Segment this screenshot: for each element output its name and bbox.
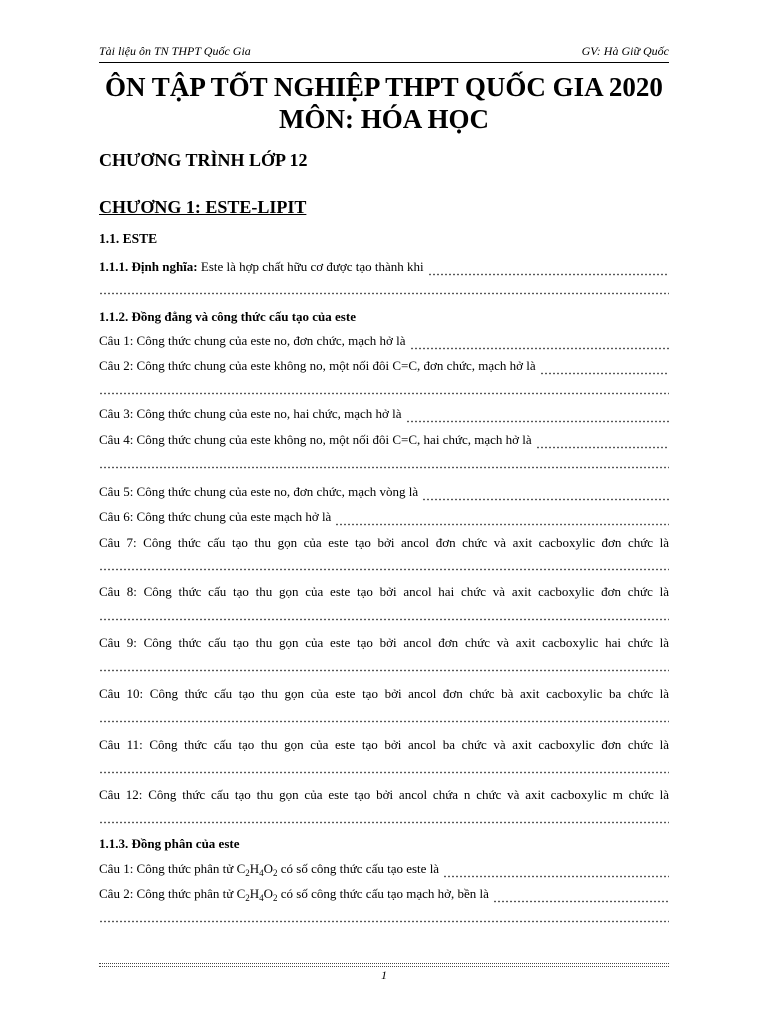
question-line	[99, 405, 669, 423]
question-text: Câu 8: Công thức cấu tạo thu gọn của este tạo bởi ancol hai chức và axit cacboxylic đơn chức là	[99, 584, 669, 599]
answer-blank-line[interactable]	[99, 607, 669, 621]
subsection-heading-2: 1.1.2. Đồng đẳng và công thức cấu tạo của este	[99, 309, 356, 324]
answer-blank-line[interactable]	[99, 381, 669, 395]
question-line	[99, 357, 669, 375]
question-line	[99, 508, 669, 526]
question-text: Câu 5: Công thức chung của este no, đơn chức, mạch vòng là	[99, 484, 419, 499]
question-text: Câu 12: Công thức cấu tạo thu gọn của este tạo bởi ancol chứa n chức và axit cacboxylic m chức là	[99, 787, 669, 802]
question-line	[99, 431, 669, 449]
question-line	[99, 634, 669, 652]
question-text: Câu 10: Công thức cấu tạo thu gọn của este tạo bởi ancol đơn chức bà axit cacboxylic ba chức là	[99, 686, 669, 701]
answer-blank-line[interactable]	[99, 810, 669, 824]
question-line	[99, 885, 669, 903]
subsection-heading-3: 1.1.3. Đồng phân của este	[99, 836, 240, 851]
answer-blank[interactable]	[410, 336, 669, 350]
definition-line	[99, 258, 669, 276]
program-heading: CHƯƠNG TRÌNH LỚP 12	[99, 150, 308, 170]
question-text: Câu 6: Công thức chung của este mạch hở là	[99, 509, 332, 524]
header-right-text: GV: Hà Giữ Quốc	[581, 44, 669, 58]
answer-blank[interactable]	[443, 864, 669, 878]
answer-blank-line[interactable]	[99, 909, 669, 923]
question-text: Câu 7: Công thức cấu tạo thu gọn của este tạo bởi ancol đơn chức và axit cacboxylic đơn chức là	[99, 535, 669, 550]
question-text: Câu 1: Công thức phân tử $C_2H_4O_2$ có số công thức cấu tạo este là	[99, 861, 440, 878]
question-line	[99, 685, 669, 703]
definition-text: Este là hợp chất hữu cơ được tạo thành khi	[197, 259, 424, 274]
question-line	[99, 583, 669, 601]
answer-blank[interactable]	[428, 262, 669, 276]
document-title-line1: ÔN TẬP TỐT NGHIỆP THPT QUỐC GIA 2020	[105, 72, 663, 102]
question-text: Câu 1: Công thức chung của este no, đơn chức, mạch hở là	[99, 333, 406, 348]
answer-blank[interactable]	[335, 512, 669, 526]
page-number: 1	[381, 968, 387, 982]
footer-rule	[99, 963, 669, 964]
answer-blank-line[interactable]	[99, 760, 669, 774]
answer-blank-line[interactable]	[99, 557, 669, 571]
answer-blank[interactable]	[540, 361, 669, 375]
answer-blank-line[interactable]	[99, 281, 669, 295]
footer-rule-2	[99, 966, 669, 967]
question-text: Câu 2: Công thức chung của este không no, một nối đôi C=C, đơn chức, mạch hở là	[99, 358, 536, 373]
header-rule	[99, 62, 669, 63]
answer-blank-line[interactable]	[99, 455, 669, 469]
definition-label: 1.1.1. Định nghĩa:	[99, 259, 198, 274]
question-text: Câu 2: Công thức phân tử $C_2H_4O_2$ có số công thức cấu tạo mạch hở, bền là	[99, 886, 489, 903]
answer-blank[interactable]	[493, 889, 669, 903]
answer-blank[interactable]	[422, 487, 669, 501]
answer-blank[interactable]	[406, 409, 669, 423]
question-line	[99, 860, 669, 878]
answer-blank[interactable]	[536, 435, 669, 449]
question-line	[99, 534, 669, 552]
section-heading: 1.1. ESTE	[99, 231, 158, 246]
header-left-text: Tài liệu ôn TN THPT Quốc Gia	[99, 44, 251, 58]
chapter-heading: CHƯƠNG 1: ESTE-LIPIT	[99, 197, 307, 217]
question-line	[99, 332, 669, 350]
question-text: Câu 11: Công thức cấu tạo thu gọn của este tạo bởi ancol ba chức và axit cacboxylic đơn chức là	[99, 737, 669, 752]
document-title-line2: MÔN: HÓA HỌC	[279, 104, 489, 134]
answer-blank-line[interactable]	[99, 709, 669, 723]
question-line	[99, 736, 669, 754]
answer-blank-line[interactable]	[99, 658, 669, 672]
question-line	[99, 483, 669, 501]
question-text: Câu 4: Công thức chung của este không no, một nối đôi C=C, hai chức, mạch hở là	[99, 432, 532, 447]
question-line	[99, 786, 669, 804]
question-text: Câu 3: Công thức chung của este no, hai chức, mạch hở là	[99, 406, 402, 421]
question-text: Câu 9: Công thức cấu tạo thu gọn của este tạo bởi ancol đơn chức và axit cacboxylic hai chức là	[99, 635, 669, 650]
